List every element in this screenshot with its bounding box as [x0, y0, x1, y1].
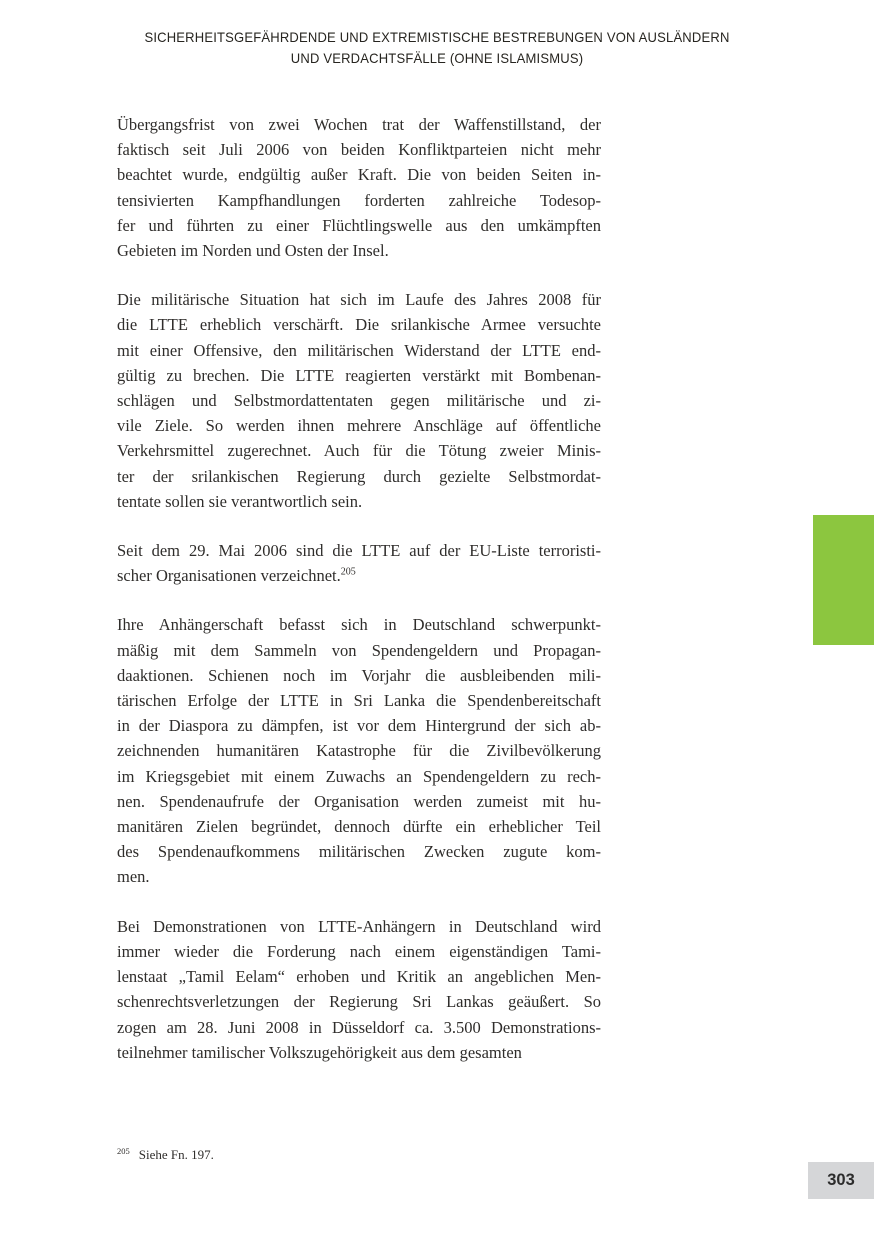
paragraph [117, 914, 601, 1065]
text-line: schenrechtsverletzungen der Regierung Sri Lankas geäußert. So [117, 992, 601, 1012]
text-line: Die militärische Situation hat sich im Laufe des Jahres 2008 für [117, 290, 601, 310]
text-line: gültig zu brechen. Die LTTE reagierten verstärkt mit Bombenan- [117, 365, 601, 385]
text-line: manitären Zielen begründet, dennoch dürfte ein erheblicher Teil [117, 817, 601, 837]
paragraph [117, 612, 601, 889]
page-header [31, 0, 844, 68]
text-line: in der Diaspora zu dämpfen, ist vor dem Hintergrund der sich ab- [117, 716, 601, 736]
text-line: des Spendenaufkommens militärischen Zwecken zugute kom- [117, 842, 601, 862]
text-line: nen. Spendenaufrufe der Organisation werden zumeist mit hu- [117, 791, 601, 811]
footnote [117, 1146, 214, 1164]
text-line: zeichnenden humanitären Katastrophe für die Zivilbevölkerung [117, 741, 601, 761]
text-line: ter der srilankischen Regierung durch gezielte Selbstmordat- [117, 466, 601, 486]
page-number: 303 [827, 1171, 855, 1189]
text-line: mit einer Offensive, den militärischen Widerstand der LTTE end- [117, 340, 601, 360]
page-number-badge [808, 1162, 874, 1199]
text-line: Übergangsfrist von zwei Wochen trat der Waffenstillstand, der [117, 115, 601, 134]
text-line: teilnehmer tamilischer Volkszugehörigkeit aus dem gesamten [117, 1042, 522, 1062]
text-line: lenstaat „Tamil Eelam“ erhoben und Kritik an angeblichen Men- [117, 967, 601, 987]
paragraph [117, 112, 601, 263]
footnote-number: 205 [117, 1145, 130, 1156]
text-line: men. [117, 867, 150, 887]
text-line: Verkehrsmittel zugerechnet. Auch für die Tötung zweier Minis- [117, 441, 601, 461]
text-line: im Kriegsgebiet mit einem Zuwachs an Spendengeldern zu rech- [117, 766, 601, 786]
text-line: Ihre Anhängerschaft befasst sich in Deutschland schwerpunkt- [117, 615, 601, 635]
text-line: fer und führten zu einer Flüchtlingswelle aus den umkämpften [117, 215, 601, 235]
footnote-text: Siehe Fn. 197. [138, 1147, 214, 1162]
text-line: zogen am 28. Juni 2008 in Düsseldorf ca. 3.500 Demonstrations- [117, 1017, 601, 1037]
footnote-ref: 205 [340, 566, 356, 578]
chapter-color-tab [813, 515, 874, 645]
text-line: vile Ziele. So werden ihnen mehrere Anschläge auf öffentliche [117, 416, 601, 436]
paragraph [117, 538, 601, 588]
body-text [117, 112, 601, 1089]
text-line: tentate sollen sie verantwortlich sein. [117, 491, 363, 511]
text-line: scher Organisationen verzeichnet.$^{205}$ [117, 566, 356, 586]
text-line: faktisch seit Juli 2006 von beiden Konfliktparteien nicht mehr [117, 140, 601, 160]
header-line-2: UND VERDACHTSFÄLLE (OHNE ISLAMISMUS) [290, 49, 584, 66]
header-line-1: SICHERHEITSGEFÄHRDENDE UND EXTREMISTISCHE BESTREBUNGEN VON AUSLÄNDERN [144, 29, 730, 45]
paragraph [117, 287, 601, 514]
text-line: schlägen und Selbstmordattentaten gegen militärische und zi- [117, 391, 601, 411]
text-line: tensivierten Kampfhandlungen forderten zahlreiche Todesop- [117, 190, 601, 210]
text-line: tärischen Erfolge der LTTE in Sri Lanka die Spendenbereitschaft [117, 691, 601, 711]
text-line: Gebieten im Norden und Osten der Insel. [117, 241, 389, 261]
text-line: beachtet wurde, endgültig außer Kraft. Die von beiden Seiten in- [117, 165, 601, 185]
text-line: mäßig mit dem Sammeln von Spendengeldern und Propagan- [117, 640, 601, 660]
text-line: Bei Demonstrationen von LTTE-Anhängern in Deutschland wird [117, 916, 601, 936]
text-line: daaktionen. Schienen noch im Vorjahr die ausbleibenden mili- [117, 665, 601, 685]
text-line: immer wieder die Forderung nach einem eigenständigen Tami- [117, 941, 601, 961]
text-line: die LTTE erheblich verschärft. Die srilankische Armee versuchte [117, 315, 601, 335]
text-line: Seit dem 29. Mai 2006 sind die LTTE auf der EU-Liste terroristi- [117, 541, 601, 561]
